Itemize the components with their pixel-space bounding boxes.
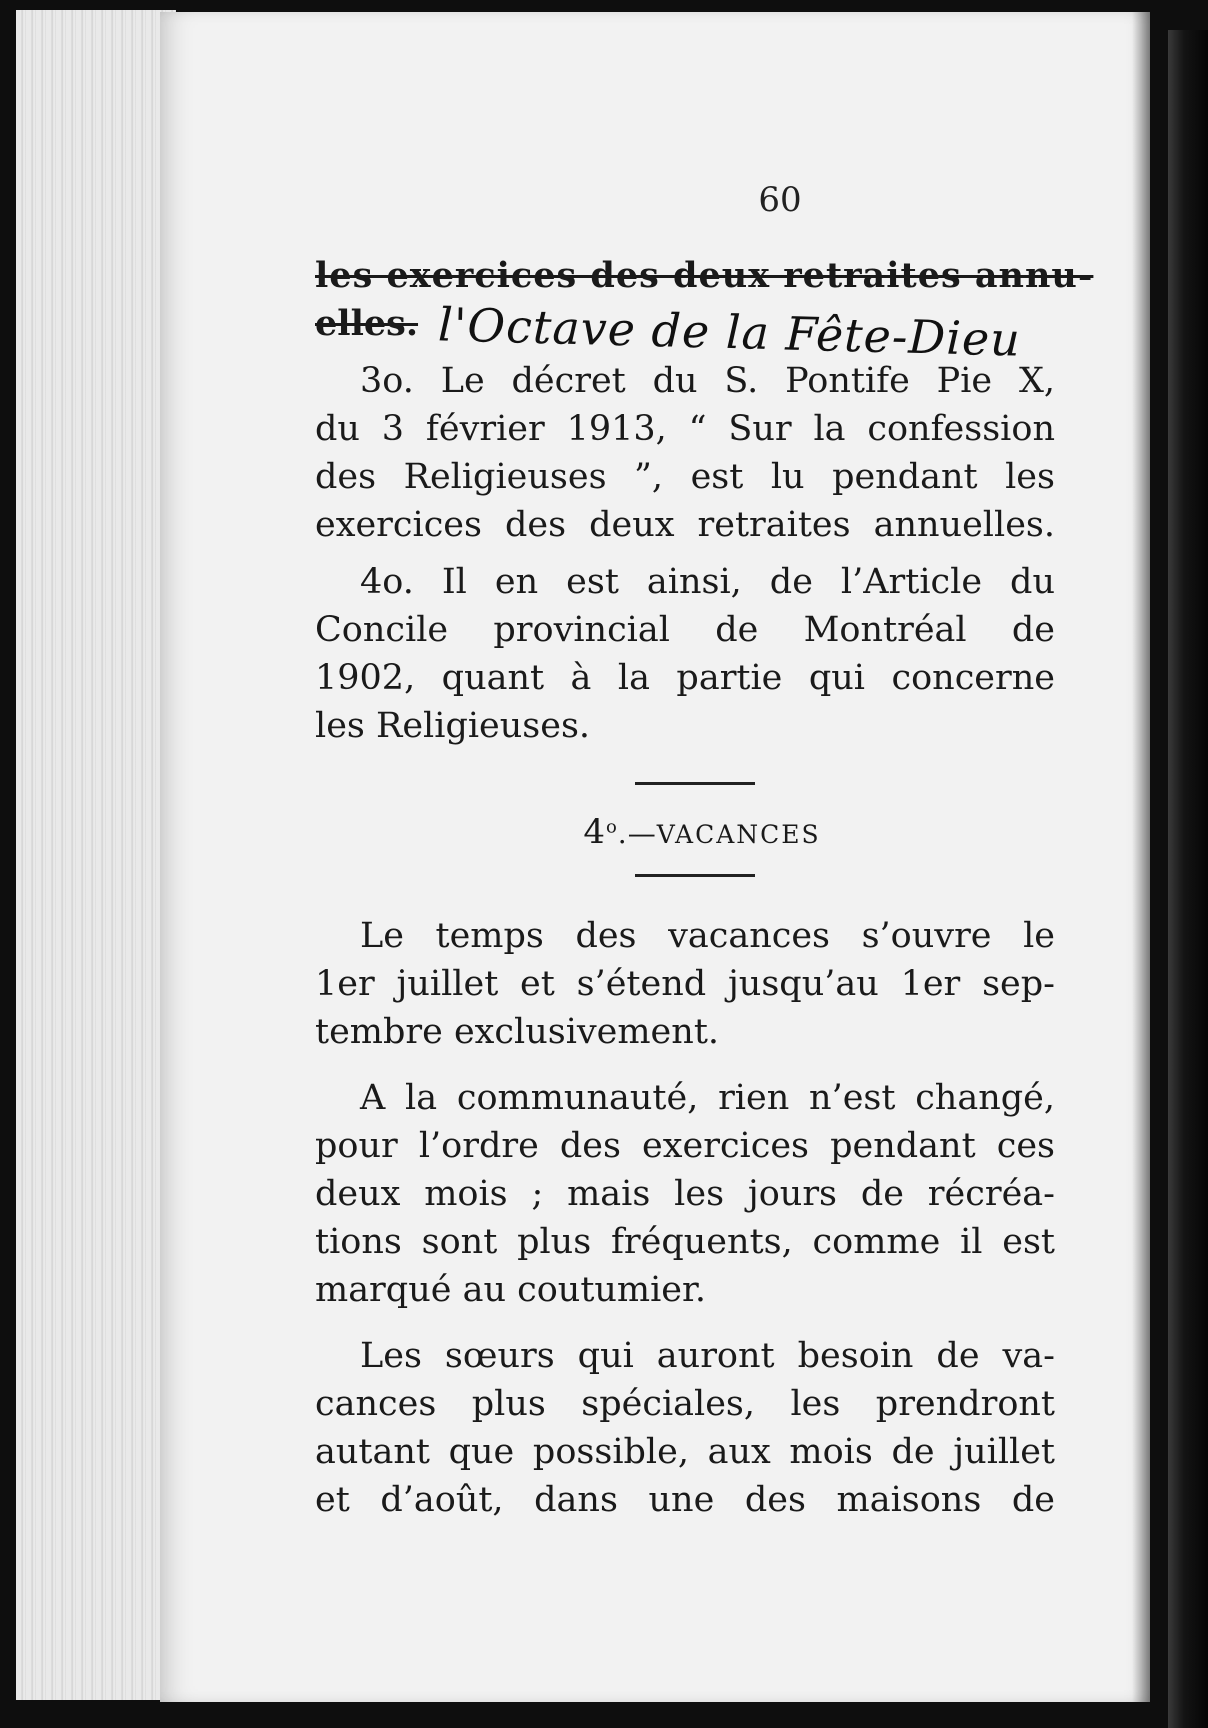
book-spine bbox=[1168, 30, 1208, 1728]
vac-2-line-5: marqué au coutumier. bbox=[315, 1270, 707, 1310]
para-3-line-3: des Religieuses ”, est lu pendant les bbox=[315, 457, 1055, 497]
section-suffix: o bbox=[605, 816, 618, 838]
section-rule-bottom bbox=[635, 874, 755, 877]
para-3-line-1: 3o. Le décret du S. Pontife Pie X, bbox=[360, 361, 1055, 401]
struck-line-2: elles. bbox=[315, 303, 419, 344]
section-number: 4 bbox=[583, 812, 606, 852]
vac-2-line-3: deux mois ; mais les jours de récréa- bbox=[315, 1174, 1055, 1214]
book-page bbox=[160, 12, 1150, 1702]
para-4-line-3: 1902, quant à la partie qui concerne bbox=[315, 658, 1055, 698]
para-4-line-1: 4o. Il en est ainsi, de l’Article du bbox=[360, 562, 1055, 602]
page-shadow bbox=[1132, 12, 1150, 1702]
vac-2-line-1: A la communauté, rien n’est changé, bbox=[360, 1078, 1055, 1118]
vac-3-line-4: et d’août, dans une des maisons de bbox=[315, 1480, 1055, 1520]
vac-1-line-1: Le temps des vacances s’ouvre le bbox=[360, 916, 1055, 956]
vac-3-line-2: cances plus spéciales, les prendront bbox=[315, 1384, 1055, 1424]
vac-3-line-3: autant que possible, aux mois de juillet bbox=[315, 1432, 1055, 1472]
section-dash: .— bbox=[617, 817, 657, 850]
page-number: 60 bbox=[758, 180, 802, 220]
vac-3-line-1: Les sœurs qui auront besoin de va- bbox=[360, 1336, 1055, 1376]
para-3-line-2: du 3 février 1913, “ Sur la confession bbox=[315, 409, 1055, 449]
page-edges bbox=[16, 10, 176, 1700]
para-3-line-4: exercices des deux retraites annuelles. bbox=[315, 505, 1055, 545]
vac-2-line-2: pour l’ordre des exercices pendant ces bbox=[315, 1126, 1055, 1166]
section-title: VACANCES bbox=[656, 820, 821, 849]
vac-1-line-2: 1er juillet et s’étend jusqu’au 1er sep- bbox=[315, 964, 1055, 1004]
section-rule-top bbox=[635, 782, 755, 785]
struck-line-1: les exercices des deux retraites annu- bbox=[315, 255, 1094, 296]
handwritten-insert: l'Octave de la Fête-Dieu bbox=[437, 297, 1022, 367]
vac-1-line-3: tembre exclusivement. bbox=[315, 1012, 720, 1052]
para-4-line-4: les Religieuses. bbox=[315, 706, 591, 746]
para-4-line-2: Concile provincial de Montréal de bbox=[315, 610, 1055, 650]
vac-2-line-4: tions sont plus fréquents, comme il est bbox=[315, 1222, 1055, 1262]
section-heading bbox=[152, 812, 1208, 852]
